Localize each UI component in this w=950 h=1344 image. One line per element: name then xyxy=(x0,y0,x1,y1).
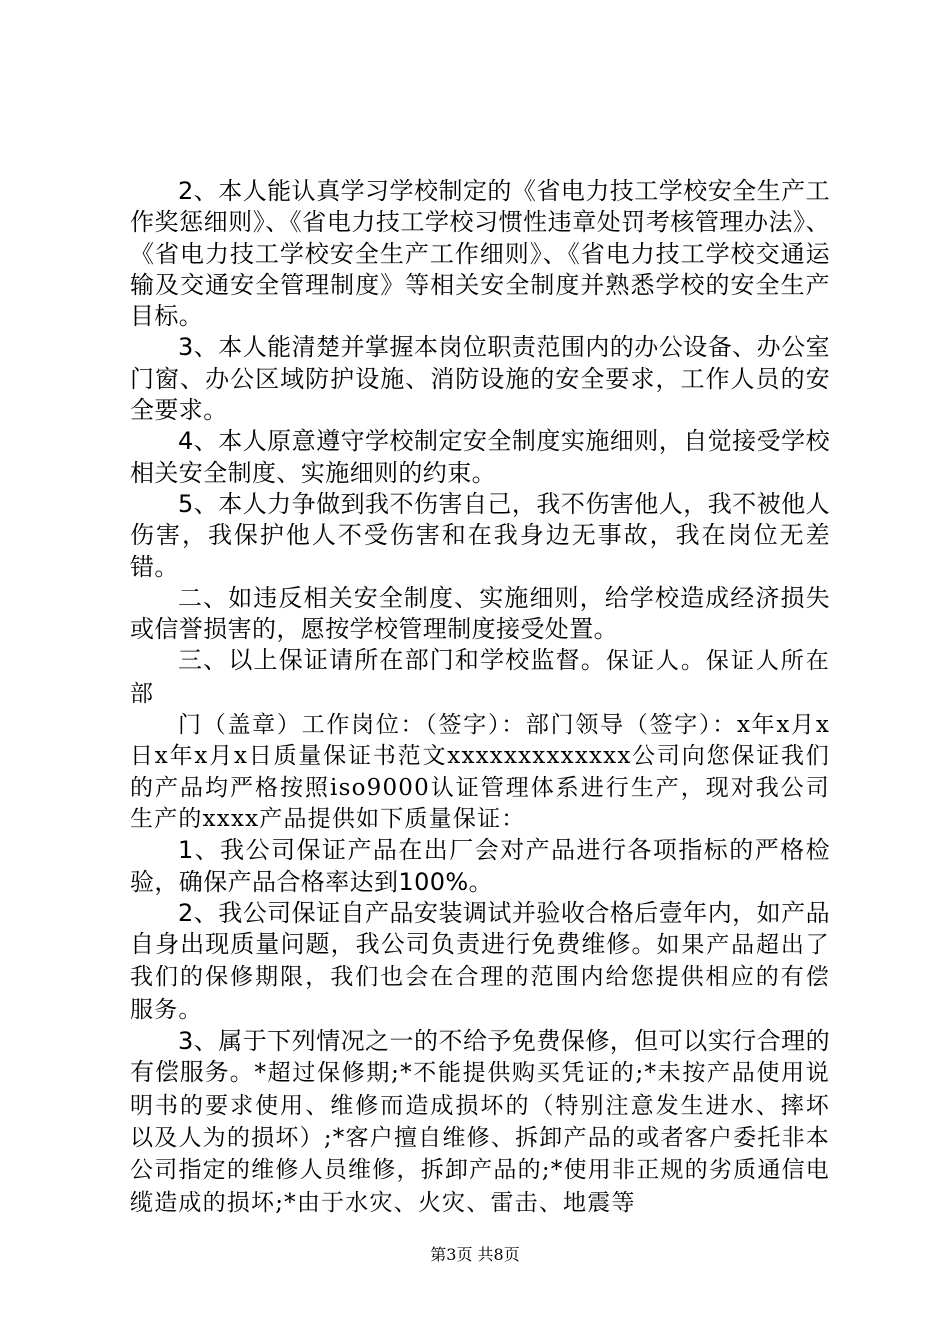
paragraph-quality-3 xyxy=(130,1026,830,1219)
paragraph-quality-2 xyxy=(130,898,830,1026)
paragraph-item-2: 2、本人能认真学习学校制定的《省电力技工学校安全生产工作奖惩细则》、《省电力技工学校习惯性违章处罚考核管理办法》、《省电力技工学校安全生产工作细则》、《省电力技工学校交通运输及交通安全管理制度》等相关安全制度并熟悉学校的安全生产目标。 xyxy=(130,177,830,331)
quality-2-tail: 如果产品超出了我们的保修期限，我们也会在合理的范围内给您提供相应的有偿服务。 xyxy=(130,932,830,1023)
quality-3-lead: 3、属于下列情况之一的不给予免费保修，但可以实行合理的有偿服务。 xyxy=(130,1027,830,1087)
paragraph-item-4: 4、本人原意遵守学校制定安全制度实施细则，自觉接受学校相关安全制度、实施细则的约束。 xyxy=(130,427,830,487)
guarantor-label: 保证人。保证人所在部 xyxy=(130,648,830,707)
section-3-lead: 三、以上保证请所在部门和学校监督。 xyxy=(178,646,606,675)
paragraph-quality-1: 1、我公司保证产品在出厂会对产品进行各项指标的严格检验，确保产品合格率达到100%。 xyxy=(130,836,830,896)
page-footer: 第3页 共8页 xyxy=(430,1245,520,1264)
quality-3-tail: *超过保修期;*不能提供购买凭证的;*未按产品使用说明书的要求使用、维修而造成损坏的（特别注意发生进水、摔坏以及人为的损坏）;*客户擅自维修、拆卸产品的或者客户委托非本公司指定的维修人员维修，拆卸产品的;*使用非正规的劣质通信电缆造成的损坏;*由于水灾、火灾、雷击、地震等 xyxy=(130,1060,830,1216)
paragraph-signature-and-quality-intro: 门（盖章）工作岗位：（签字）：部门领导（签字）：x年x月x日x年x月x日质量保证书范文xxxxxxxxxxxxx公司向您保证我们的产品均严格按照iso9000认证管理体系进行生产，现对我公司生产的xxxx产品提供如下质量保证： xyxy=(130,712,830,832)
paragraph-section-3 xyxy=(130,645,830,710)
paragraph-section-2: 二、如违反相关安全制度、实施细则，给学校造成经济损失或信誉损害的，愿按学校管理制度接受处置。 xyxy=(130,583,830,644)
document-body xyxy=(130,176,830,1219)
quality-2-lead: 2、我公司保证自产品安装调试并验收合格后壹年内，如产品自身出现质量问题，我公司负责进行免费维修。 xyxy=(130,898,830,959)
paragraph-item-5: 5、本人力争做到我不伤害自己，我不伤害他人，我不被他人伤害，我保护他人不受伤害和在我身边无事故，我在岗位无差错。 xyxy=(130,489,830,581)
paragraph-item-3: 3、本人能清楚并掌握本岗位职责范围内的办公设备、办公室门窗、办公区域防护设施、消防设施的安全要求，工作人员的安全要求。 xyxy=(130,333,830,425)
